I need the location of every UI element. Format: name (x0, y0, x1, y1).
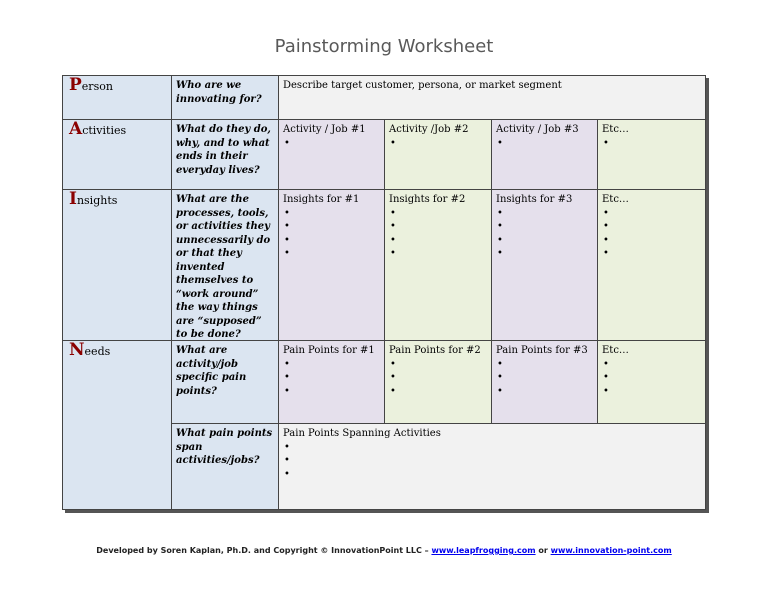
bullet: • (497, 358, 503, 370)
bullet: • (284, 221, 290, 232)
bullet: • (284, 468, 290, 480)
insights-col-3 (492, 190, 598, 341)
footer (0, 546, 768, 555)
bullet: • (390, 358, 396, 370)
cell-heading: Pain Points for #3 (496, 345, 588, 356)
bullet: • (497, 221, 503, 232)
innovation-point-link[interactable]: www.innovation-point.com (550, 546, 672, 555)
cell-heading: Pain Points for #2 (389, 345, 481, 356)
row-label-activities (63, 120, 172, 190)
bullet: • (603, 221, 609, 232)
bullet: • (284, 207, 290, 219)
page-title: Painstorming Worksheet (274, 36, 494, 57)
cell-heading: Activity / Job #1 (283, 124, 366, 135)
bullet: • (497, 234, 503, 246)
bullet: • (284, 248, 290, 259)
activities-col-1 (279, 120, 385, 190)
insights-col-1 (279, 190, 385, 341)
bullet: • (390, 385, 396, 397)
footer-text: Developed by Soren Kaplan, Ph.D. and Copyright © InnovationPoint LLC – (96, 546, 432, 555)
row-label-person (63, 76, 172, 120)
row-word: ctivities (82, 124, 127, 137)
needs-col-2 (385, 341, 492, 424)
bullet: • (497, 385, 503, 397)
cell-heading: Pain Points for #1 (283, 345, 375, 356)
question-person: Who are we innovating for? (172, 76, 279, 120)
bullet: • (603, 385, 609, 397)
row-word: erson (81, 80, 113, 93)
row-label-needs (63, 341, 172, 424)
insights-col-4 (598, 190, 705, 341)
leapfrogging-link[interactable]: www.leapfrogging.com (431, 546, 536, 555)
activities-col-3 (492, 120, 598, 190)
row-letter: A (69, 120, 83, 139)
footer-or: or (535, 546, 551, 555)
cell-heading: Insights for #1 (283, 194, 360, 205)
bullet: • (390, 372, 396, 383)
bullet: • (390, 234, 396, 246)
cell-heading: Etc… (602, 124, 629, 135)
cell-heading: Etc… (602, 345, 629, 356)
bullet: • (284, 385, 290, 397)
insights-col-2 (385, 190, 492, 341)
cell-heading: Etc… (602, 194, 629, 205)
worksheet-table (62, 75, 706, 510)
cell-heading: Insights for #2 (389, 194, 466, 205)
row-label-spanning (63, 424, 172, 509)
row-letter: N (69, 341, 85, 360)
needs-col-3 (492, 341, 598, 424)
question-needs: What are activity/job specific pain points? (172, 341, 279, 424)
bullet: • (603, 234, 609, 246)
bullet: • (497, 248, 503, 259)
row-label-insights (63, 190, 172, 341)
bullet: • (390, 248, 396, 259)
cell-heading: Activity / Job #3 (496, 124, 579, 135)
bullet: • (497, 372, 503, 383)
question-insights: What are the processes, tools, or activities they unnecessarily do or that they invented themselves to “work around” the way things are “supposed” to be done? (172, 190, 279, 341)
question-activities: What do they do, why, and to what ends in their everyday lives? (172, 120, 279, 190)
bullet: • (497, 137, 503, 149)
bullet: • (284, 441, 290, 453)
activities-col-2 (385, 120, 492, 190)
bullet: • (390, 137, 396, 149)
row-letter: I (69, 190, 77, 209)
bullet: • (284, 455, 290, 466)
bullet: • (603, 137, 609, 149)
bullet: • (284, 137, 290, 149)
bullet: • (284, 234, 290, 246)
cell-heading: Insights for #3 (496, 194, 573, 205)
bullet: • (603, 207, 609, 219)
content-person: Describe target customer, persona, or market segment (279, 76, 705, 120)
activities-col-4 (598, 120, 705, 190)
cell-heading: Pain Points Spanning Activities (283, 428, 441, 439)
bullet: • (497, 207, 503, 219)
needs-col-1 (279, 341, 385, 424)
bullet: • (603, 372, 609, 383)
content-spanning (279, 424, 705, 509)
bullet: • (284, 358, 290, 370)
row-word: nsights (76, 194, 118, 207)
row-word: eeds (84, 345, 111, 358)
question-spanning: What pain points span activities/jobs? (172, 424, 279, 509)
cell-heading: Activity /Job #2 (389, 124, 469, 135)
bullet: • (390, 221, 396, 232)
needs-col-4 (598, 341, 705, 424)
bullet: • (390, 207, 396, 219)
bullet: • (284, 372, 290, 383)
row-letter: P (69, 76, 82, 95)
bullet: • (603, 248, 609, 259)
bullet: • (603, 358, 609, 370)
